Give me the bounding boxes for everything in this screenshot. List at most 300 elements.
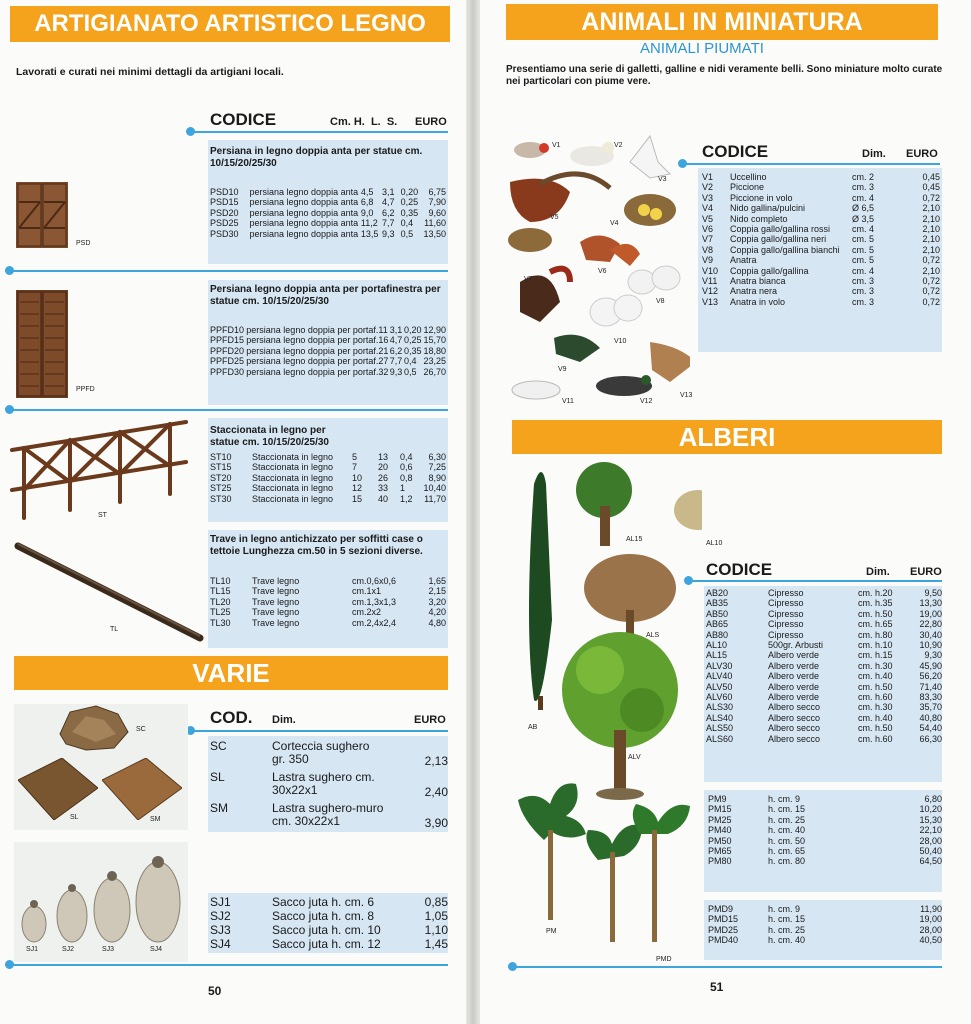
table-cell: Albero secco — [768, 712, 821, 723]
table-cell: 7 — [352, 462, 358, 473]
table-row — [702, 182, 940, 192]
table-row — [702, 255, 940, 265]
table-cell: h. cm. 9 — [768, 904, 801, 914]
table-cell: 0,35 — [403, 345, 422, 356]
table-cell: 35,70 — [919, 702, 942, 713]
table-cell: cm.2,4x2,4 — [352, 617, 397, 628]
table-cell: persiana legno doppia per portaf. — [246, 366, 379, 377]
table-cell: V7 — [702, 234, 714, 245]
table-cell: 26,70 — [423, 366, 446, 377]
table-cell: AL10 — [706, 640, 728, 651]
table-cell: 0,20 — [403, 325, 422, 335]
table-cell: Albero verde — [768, 692, 820, 703]
sacchi-cell: 1,10 — [424, 923, 448, 937]
table-cell: cm. 4 — [852, 192, 875, 203]
image-label-sj3: SJ3 — [102, 946, 115, 953]
table-cell: cm. 2 — [852, 172, 875, 182]
table-cell: PM15 — [708, 804, 732, 815]
table-cell: TL20 — [210, 596, 231, 607]
table-cell: cm. h.50 — [858, 723, 893, 734]
table-cell: 32 — [378, 366, 389, 377]
table-cell: ALS40 — [706, 712, 734, 723]
table-cell: 2,10 — [922, 203, 940, 214]
table-cell: V10 — [702, 265, 719, 276]
divider-rule — [514, 966, 942, 968]
table-row — [210, 208, 446, 218]
table-cell: 3,1 — [382, 187, 395, 197]
varie-price: 2,13 — [424, 754, 448, 768]
table-cell: TL25 — [210, 607, 231, 618]
table-cell: cm. 5 — [852, 234, 875, 245]
table-cell: Piccione in volo — [730, 192, 793, 203]
animal-label-v12: V12 — [640, 398, 653, 405]
table-row — [708, 925, 942, 935]
varie-desc1: Lastra sughero cm. — [272, 770, 375, 784]
table-cell: PPFD10 — [210, 325, 245, 335]
table-cell: 22,80 — [919, 619, 942, 630]
table-row — [706, 734, 942, 744]
table-tl — [210, 576, 446, 628]
table-cell: 19,00 — [919, 914, 942, 925]
table-cell: 9,0 — [360, 207, 374, 218]
table-cell: 16 — [378, 335, 389, 346]
table-cell: PSD20 — [210, 207, 239, 218]
table-psd — [210, 187, 446, 239]
euro-header: EURO — [415, 116, 447, 128]
varie-desc2: 30x22x1 — [272, 783, 318, 797]
table-cell: 6,75 — [428, 187, 446, 197]
table-cell: Anatra — [730, 255, 757, 266]
table-cell: 10 — [352, 472, 363, 483]
table-cell: 0,5 — [403, 366, 417, 377]
table-cell: cm.1,3x1,3 — [352, 596, 397, 607]
table-cell: ALS50 — [706, 723, 734, 734]
table-cell: V2 — [702, 182, 714, 193]
table-cell: Cipresso — [768, 608, 804, 619]
divider-rule — [10, 409, 448, 411]
euro-header: EURO — [414, 714, 446, 726]
table-cell: cm. 5 — [852, 244, 875, 255]
table-row — [702, 193, 940, 203]
table-cell: 23,25 — [423, 356, 446, 367]
table-cell: 15,70 — [423, 335, 446, 346]
table-cell: Ø 3,5 — [852, 213, 875, 224]
table-cell: V5 — [702, 213, 714, 224]
table-row — [706, 619, 942, 629]
sacchi-cell: SJ1 — [210, 895, 231, 909]
table-cell: PM40 — [708, 825, 732, 836]
table-cell: 4,20 — [428, 607, 446, 618]
animal-label-v11: V11 — [562, 398, 574, 405]
table-cell: 10,20 — [919, 804, 942, 815]
table-cell: 6,80 — [924, 794, 942, 804]
table-st — [210, 452, 446, 504]
table-cell: cm. h.60 — [858, 733, 893, 744]
sacchi-cell: SJ3 — [210, 923, 231, 937]
table-row — [702, 214, 940, 224]
table-cell: 9,3 — [382, 228, 395, 239]
table-cell: V11 — [702, 276, 718, 287]
table-cell: PPFD30 — [210, 366, 245, 377]
table-cell: 2,10 — [922, 234, 940, 245]
table-cell: 13,50 — [423, 228, 446, 239]
table-cell: Albero verde — [768, 681, 820, 692]
table-cell: 56,20 — [919, 671, 942, 682]
table-cell: 8,90 — [428, 472, 446, 483]
subtitle-animali: ANIMALI PIUMATI — [640, 40, 764, 57]
animal-label-v9: V9 — [558, 366, 567, 373]
table-cell: 7,90 — [428, 197, 446, 208]
table-cell: PMD40 — [708, 935, 739, 946]
table-cell: 20 — [378, 462, 389, 473]
table-cell: Anatra nera — [730, 286, 778, 297]
table-cell: PMD15 — [708, 914, 739, 925]
table-row — [708, 794, 942, 804]
varie-code: SC — [210, 739, 227, 753]
table-cell: cm. h.60 — [858, 692, 893, 703]
varie-desc2: gr. 350 — [272, 752, 309, 766]
table-cell: h. cm. 65 — [768, 846, 806, 857]
varie-code: SM — [210, 801, 228, 815]
tree-label-al15: AL15 — [626, 536, 643, 543]
table-cell: 11,60 — [424, 218, 446, 229]
table-cell: Trave legno — [252, 596, 300, 607]
intro-animali: Presentiamo una serie di galletti, galline e nidi veramente belli. Sono miniature molto curate nei particolari con piume vere. — [506, 64, 943, 87]
table-row — [706, 682, 942, 692]
block-title-psd: Persiana in legno doppia anta per statue cm. 10/15/20/25/30 — [210, 146, 423, 169]
table-cell: ST20 — [210, 472, 232, 483]
table-cell: PMD25 — [708, 924, 739, 935]
table-cell: persiana legno doppia anta — [249, 207, 359, 218]
table-cell: ST10 — [210, 452, 232, 462]
sacchi-cell: Sacco juta h. cm. 10 — [272, 923, 381, 937]
divider-rule — [10, 270, 448, 272]
table-cell: 1,2 — [400, 493, 413, 504]
tree-label-als: ALS — [646, 632, 660, 639]
varie-desc1: Lastra sughero-muro — [272, 801, 384, 815]
image-label-psd: PSD — [76, 240, 91, 247]
table-cell: 6,2 — [389, 345, 403, 356]
table-row — [210, 452, 446, 462]
table-row — [706, 702, 942, 712]
birds-illustration — [500, 132, 693, 412]
table-cell: Staccionata in legno — [252, 452, 334, 462]
table-cell: PPFD15 — [210, 335, 245, 346]
table-row — [210, 325, 446, 335]
table-row — [702, 297, 940, 307]
table-cell: 13,5 — [360, 228, 379, 239]
table-row — [708, 815, 942, 825]
table-cell: persiana legno doppia per portaf. — [246, 345, 379, 356]
image-label-sj4: SJ4 — [150, 946, 163, 953]
page-number-51: 51 — [710, 980, 724, 994]
table-cell: 13 — [378, 452, 389, 462]
table-row — [706, 640, 942, 650]
table-row — [706, 588, 942, 598]
cork-sheet-image-sl — [18, 758, 98, 820]
table-cell: Albero verde — [768, 650, 820, 661]
table-row — [210, 618, 446, 628]
table-cell: 18,80 — [423, 345, 446, 356]
table-cell: PMD9 — [708, 904, 734, 914]
image-label-st: ST — [98, 512, 107, 519]
table-row — [210, 597, 446, 607]
table-cell: 1,65 — [428, 576, 446, 586]
table-cell: h. cm. 15 — [768, 804, 806, 815]
table-row — [706, 609, 942, 619]
varie-desc2: cm. 30x22x1 — [272, 814, 341, 828]
table-cell: AB50 — [706, 608, 729, 619]
table-row — [706, 661, 942, 671]
varie-price: 2,40 — [424, 785, 448, 799]
table-cell: PM9 — [708, 794, 727, 804]
title-banner-alberi: ALBERI — [512, 420, 942, 454]
table-row — [210, 356, 446, 366]
dim-header-animali: Dim. — [862, 148, 886, 160]
table-cell: Anatra in volo — [730, 296, 786, 307]
table-cell: AB35 — [706, 598, 729, 609]
table-row — [708, 935, 942, 945]
table-cell: 22,10 — [919, 825, 942, 836]
table-cell: ALS60 — [706, 733, 734, 744]
table-cell: 27 — [378, 356, 389, 367]
table-row — [708, 846, 942, 856]
table-cell: Ø 6,5 — [852, 203, 875, 214]
table-cell: 500gr. Arbusti — [768, 640, 824, 651]
table-cell: 15 — [352, 493, 363, 504]
table-cell: 0,4 — [400, 218, 414, 229]
tree-label-pmd: PMD — [656, 956, 672, 963]
table-cell: PM65 — [708, 846, 732, 857]
sacchi-cell: SJ2 — [210, 909, 231, 923]
table-cell: 2,15 — [428, 586, 446, 597]
table-cell: AL15 — [706, 650, 728, 661]
table-cell: 7,7 — [389, 356, 403, 367]
table-row — [702, 224, 940, 234]
table-cell: persiana legno doppia anta — [249, 228, 359, 239]
table-row — [210, 473, 446, 483]
codice-header-alberi: CODICE — [706, 560, 773, 579]
table-cell: PSD10 — [210, 187, 239, 197]
table-cell: 2,10 — [922, 265, 940, 276]
table-cell: Albero secco — [768, 723, 821, 734]
intro-legno: Lavorati e curati nei minimi dettagli da artigiani locali. — [16, 66, 284, 78]
table-cell: cm. h.20 — [858, 588, 893, 598]
table-cell: h. cm. 80 — [768, 856, 806, 867]
table-cell: PSD15 — [210, 197, 239, 208]
table-row — [702, 172, 940, 182]
block-title-st: Staccionata in legno per statue cm. 10/15/20/25/30 — [210, 425, 329, 448]
table-cell: Cipresso — [768, 629, 804, 640]
table-cell: PM25 — [708, 814, 732, 825]
table-cell: TL15 — [210, 586, 231, 597]
table-cell: 28,00 — [919, 924, 942, 935]
table-cell: AB20 — [706, 588, 729, 598]
table-row — [210, 483, 446, 493]
table-ppfd — [210, 325, 446, 377]
table-cell: ST15 — [210, 462, 232, 473]
table-cell: cm.1x1 — [352, 586, 382, 597]
table-row — [210, 218, 446, 228]
table-cell: Albero secco — [768, 702, 821, 713]
table-cell: cm. h.50 — [858, 608, 893, 619]
table-cell: 0,8 — [400, 472, 413, 483]
table-cell: 0,25 — [403, 335, 422, 346]
codice-header: CODICE — [210, 110, 277, 129]
table-row — [708, 914, 942, 924]
tree-label-pm: PM — [546, 928, 557, 935]
table-row — [702, 245, 940, 255]
table-cell: cm. h.15 — [858, 650, 893, 661]
table-cell: 4,7 — [382, 197, 395, 208]
table-cell: ST30 — [210, 493, 232, 504]
table-animali — [702, 172, 940, 307]
varie-code: SL — [210, 770, 225, 784]
table-cell: 6,30 — [428, 452, 446, 462]
table-cell: h. cm. 9 — [768, 794, 801, 804]
table-cell: cm. h.40 — [858, 671, 893, 682]
table-row — [702, 286, 940, 296]
table-cell: cm. h.30 — [858, 660, 893, 671]
table-row — [706, 650, 942, 660]
table-cell: 3,1 — [389, 325, 403, 335]
table-cell: 0,72 — [922, 296, 940, 307]
table-row — [708, 804, 942, 814]
table-row — [708, 904, 942, 914]
table-cell: 4,80 — [428, 617, 446, 628]
divider-rule — [10, 964, 448, 966]
table-row — [210, 607, 446, 617]
trees-illustration — [512, 460, 702, 960]
table-cell: 50,40 — [919, 846, 942, 857]
table-cell: ALV30 — [706, 660, 733, 671]
table-cell: h. cm. 25 — [768, 814, 806, 825]
table-row — [702, 276, 940, 286]
table-row — [706, 692, 942, 702]
table-cell: Coppia gallo/gallina neri — [730, 234, 827, 245]
divider-rule — [684, 163, 940, 165]
sacchi-cell: 1,45 — [424, 937, 448, 951]
animal-label-v13: V13 — [680, 392, 693, 399]
table-cell: 9,50 — [924, 588, 942, 598]
table-cell: 10,40 — [423, 483, 446, 494]
table-cell: 2,10 — [922, 244, 940, 255]
sacchi-cell: Sacco juta h. cm. 12 — [272, 937, 381, 951]
cork-bark-image-sc — [56, 704, 132, 752]
animal-label-v7: V7 — [524, 276, 533, 283]
table-cell: 19,00 — [919, 608, 942, 619]
table-cell: V12 — [702, 286, 719, 297]
animal-label-v10: V10 — [614, 338, 627, 345]
table-cell: 10,90 — [919, 640, 942, 651]
table-cell: 13,30 — [919, 598, 942, 609]
table-cell: 0,6 — [400, 462, 413, 473]
table-cell: Staccionata in legno — [252, 472, 334, 483]
table-cell: Nido completo — [730, 213, 788, 224]
image-label-sc: SC — [136, 726, 146, 733]
table-cell: 33 — [378, 483, 389, 494]
table-cell: 83,30 — [919, 692, 942, 703]
table-cell: Albero verde — [768, 660, 820, 671]
table-cell: Coppia gallo/gallina rossi — [730, 224, 831, 235]
table-cell: AB80 — [706, 629, 729, 640]
table-cell: ALS30 — [706, 702, 734, 713]
table-cell: Trave legno — [252, 576, 300, 586]
table-cell: 0,5 — [400, 228, 414, 239]
jute-sacks-image — [18, 852, 184, 944]
table-cell: V4 — [702, 203, 714, 214]
table-cell: Coppia gallo/gallina — [730, 265, 809, 276]
table-cell: PPFD25 — [210, 356, 245, 367]
divider-rule — [190, 730, 448, 732]
table-cell: 2,10 — [922, 224, 940, 235]
table-cell: cm. h.30 — [858, 702, 893, 713]
divider-rule — [690, 580, 942, 582]
table-cell: V13 — [702, 296, 719, 307]
animal-label-v5: V5 — [550, 214, 559, 221]
table-alberi-3 — [708, 904, 942, 946]
table-cell: 0,72 — [922, 286, 940, 297]
image-label-sl: SL — [70, 814, 79, 821]
table-cell: 12 — [352, 483, 363, 494]
euro-header-alberi: EURO — [910, 566, 942, 578]
table-row — [706, 713, 942, 723]
tree-label-alv: ALV — [628, 754, 641, 761]
table-cell: 4,7 — [389, 335, 403, 346]
table-cell: AB65 — [706, 619, 729, 630]
table-cell: cm. h.40 — [858, 712, 893, 723]
image-label-sj1: SJ1 — [26, 946, 39, 953]
table-cell: ALV50 — [706, 681, 733, 692]
table-row — [210, 187, 446, 197]
table-cell: V8 — [702, 244, 714, 255]
codice-header-animali: CODICE — [702, 142, 769, 161]
table-cell: Trave legno — [252, 617, 300, 628]
table-cell: 0,45 — [922, 172, 940, 182]
fence-image-st — [10, 418, 190, 523]
table-cell: cm. 3 — [852, 276, 875, 287]
table-cell: V3 — [702, 192, 714, 203]
block-title-tl: Trave in legno antichizzato per soffitti case o tettoie Lunghezza cm.50 in 5 sezioni diverse. — [210, 534, 423, 557]
dims-header: Cm. H. L. S. — [330, 116, 398, 128]
table-cell: PM50 — [708, 835, 732, 846]
table-alberi-2 — [708, 794, 942, 867]
table-row — [706, 630, 942, 640]
table-row — [708, 836, 942, 846]
image-label-sm: SM — [150, 816, 161, 823]
table-cell: 64,50 — [919, 856, 942, 867]
table-cell: PSD25 — [210, 218, 239, 229]
table-cell: Staccionata in legno — [252, 462, 334, 473]
table-cell: 54,40 — [919, 723, 942, 734]
shutter-image-ppfd — [16, 290, 68, 398]
table-row — [708, 856, 942, 866]
table-cell: Trave legno — [252, 607, 300, 618]
table-row — [210, 367, 446, 377]
varie-desc1: Corteccia sughero — [272, 739, 370, 753]
table-cell: Trave legno — [252, 586, 300, 597]
tree-label-ab: AB — [528, 724, 538, 731]
table-row — [706, 598, 942, 608]
table-cell: Staccionata in legno — [252, 493, 334, 504]
book-spine — [466, 0, 480, 1024]
dim-header: Dim. — [272, 714, 296, 726]
table-row — [706, 671, 942, 681]
table-row — [210, 197, 446, 207]
table-cell: cm. 4 — [852, 265, 875, 276]
table-cell: cm.0,6x0,6 — [352, 576, 397, 586]
table-row — [210, 346, 446, 356]
